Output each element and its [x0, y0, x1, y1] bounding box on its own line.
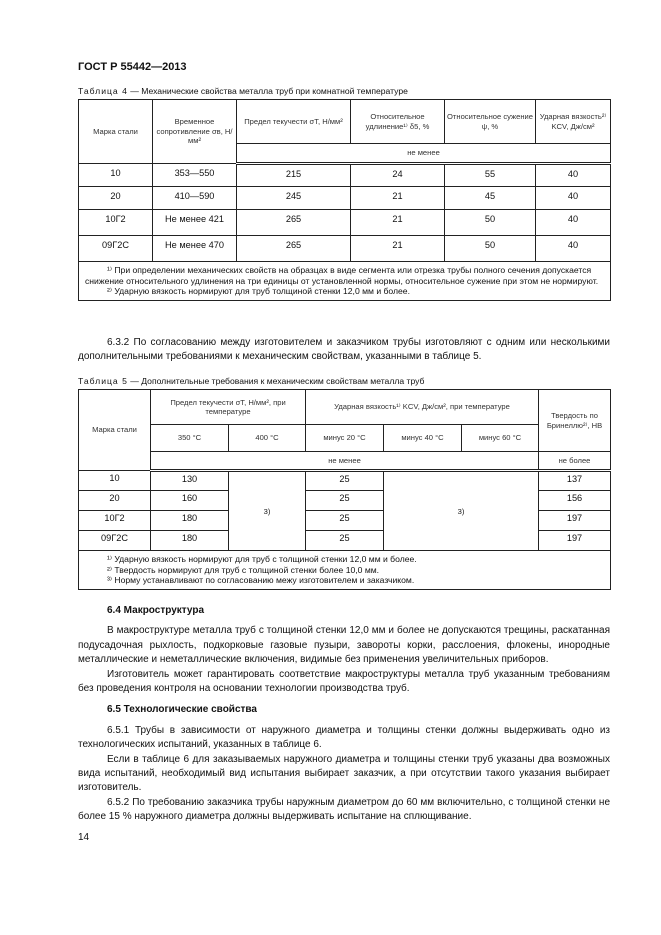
table4 [78, 99, 611, 301]
th: Относительное удлинение¹⁾ δ5, % [351, 100, 445, 144]
body-text-flow [78, 604, 610, 845]
table-cell: 197 [539, 511, 611, 531]
table-cell: 20 [79, 187, 153, 210]
table-row [79, 187, 611, 210]
table4-footnotes [79, 262, 611, 301]
th: Предел текучести σТ, Н/мм² [237, 100, 351, 144]
footnote: ³⁾ Норму устанавливают по согласованию межу изготовителем и заказчиком. [107, 575, 415, 586]
paragraph: 6.5.1 Трубы в зависимости от наружного диаметра и толщины стенки должны выдерживать одно из технологических испытаний, указанных в таблице 6. [78, 724, 610, 751]
caption-prefix: Таблица 5 [78, 376, 128, 386]
table-cell: 137 [539, 471, 611, 491]
paragraph: 6.3.2 По согласованию между изготовителем и заказчиком трубы изготовляют с одним или несколькими дополнительными требованиями к механическим свойствам, указанными в таблице 5. [78, 337, 610, 363]
th-sub: не более [539, 452, 611, 471]
paragraph: В макроструктуре металла труб с толщиной стенки 12,0 мм и более не допускаются трещины, раскатанная подусадочная рыхлость, подкорковые газовые пузыри, завороты корки, расслоения, флокены, инородные металлические и неметаллические включения, видимые без применения увеличительных приборов. [78, 625, 610, 666]
footnote: ²⁾ Твердость нормируют для труб с толщиной стенки более 10,0 мм. [107, 564, 380, 575]
table-cell: 10Г2 [79, 511, 151, 531]
page-number: 14 [78, 831, 90, 843]
table-cell: 180 [151, 511, 229, 531]
table-cell: 40 [536, 187, 611, 210]
th: Временное сопротивление σв, Н/мм² [153, 100, 237, 164]
table-row [79, 210, 611, 236]
table-cell: 21 [351, 187, 445, 210]
table-cell: 25 [306, 511, 384, 531]
table-cell: 50 [445, 236, 536, 262]
table-cell: 21 [351, 210, 445, 236]
table-cell: 353—550 [153, 164, 237, 187]
table4-caption [78, 86, 408, 96]
table-row [79, 164, 611, 187]
th: Ударная вязкость²⁾ KCV, Дж/см² [536, 100, 611, 144]
table-row [79, 471, 611, 491]
table-cell: 3) [384, 471, 539, 551]
caption-text: — Механические свойства металла труб при комнатной температуре [127, 86, 408, 96]
table-cell: 55 [445, 164, 536, 187]
table-cell: 10 [79, 164, 153, 187]
table-cell: 45 [445, 187, 536, 210]
table-cell: 130 [151, 471, 229, 491]
table-cell: 265 [237, 236, 351, 262]
th: минус 60 °С [462, 425, 539, 452]
table-cell: 10 [79, 471, 151, 491]
th: Твердость по Бринеллю²⁾, HB [539, 390, 611, 452]
table-cell: 20 [79, 491, 151, 511]
table-cell: 3) [229, 471, 306, 551]
table5-footnotes [79, 551, 611, 590]
footnote: ¹⁾ Ударную вязкость нормируют для труб с толщиной стенки 12,0 мм и более. [107, 554, 417, 564]
table-cell: Не менее 421 [153, 210, 237, 236]
table-cell: 410—590 [153, 187, 237, 210]
table-cell: 40 [536, 210, 611, 236]
th: Предел текучести σТ, Н/мм², при температуре [151, 390, 306, 425]
table-cell: 40 [536, 236, 611, 262]
th: минус 40 °С [384, 425, 462, 452]
table5 [78, 389, 611, 590]
table-cell: 265 [237, 210, 351, 236]
table-cell: 25 [306, 491, 384, 511]
table-cell: 180 [151, 531, 229, 551]
table-cell: 197 [539, 531, 611, 551]
table-row [79, 236, 611, 262]
th: Марка стали [79, 390, 151, 471]
table5-caption [78, 376, 424, 386]
th: 350 °С [151, 425, 229, 452]
footnote: ²⁾ Ударную вязкость нормируют для труб толщиной стенки 12,0 мм и более. [107, 286, 410, 297]
table-cell: 25 [306, 471, 384, 491]
table-cell: 21 [351, 236, 445, 262]
th: 400 °С [229, 425, 306, 452]
th: минус 20 °С [306, 425, 384, 452]
caption-text: — Дополнительные требования к механическим свойствам металла труб [127, 376, 425, 386]
table-cell: 10Г2 [79, 210, 153, 236]
th-sub: не менее [151, 452, 539, 471]
section-title: 6.4 Макроструктура [107, 605, 205, 616]
paragraph: Изготовитель может гарантировать соответствие макроструктуры металла труб указанным требованиям без проведения контроля на основании технологии производства труб. [78, 668, 610, 695]
table-cell: 156 [539, 491, 611, 511]
th: Марка стали [79, 100, 153, 164]
table-cell: 24 [351, 164, 445, 187]
th: Относительное сужение ψ, % [445, 100, 536, 144]
document-header: ГОСТ Р 55442—2013 [78, 61, 187, 73]
footnote: ¹⁾ При определении механических свойств на образцах в виде сегмента или отрезка трубы полного сечения допускается снижение относительного удлинения на три единицы от установленной нормы, относительное сужение при этом не нормируют. [85, 265, 599, 286]
table-cell: 09Г2С [79, 236, 153, 262]
table-cell: 245 [237, 187, 351, 210]
th-sub: не менее [237, 144, 611, 164]
table-cell: 09Г2С [79, 531, 151, 551]
table-cell: 160 [151, 491, 229, 511]
th: Ударная вязкость¹⁾ KCV, Дж/см², при температуре [306, 390, 539, 425]
section-title: 6.5 Технологические свойства [107, 704, 257, 716]
paragraph: Если в таблице 6 для заказываемых наружного диаметра и толщины стенки труб указаны два возможных вида испытаний, необходимый вид испытания выбирает заказчик, а при отсутствии такого указания выбирает изготовитель. [78, 753, 610, 794]
table-cell: 215 [237, 164, 351, 187]
table-cell: Не менее 470 [153, 236, 237, 262]
table-cell: 50 [445, 210, 536, 236]
table-cell: 25 [306, 531, 384, 551]
caption-prefix: Таблица 4 [78, 86, 128, 96]
table-cell: 40 [536, 164, 611, 187]
paragraph: 6.5.2 По требованию заказчика трубы наружным диаметром до 60 мм включительно, с толщиной стенки не более 15 % наружного диаметра должны выдерживать испытание на сплющивание. [78, 796, 610, 823]
